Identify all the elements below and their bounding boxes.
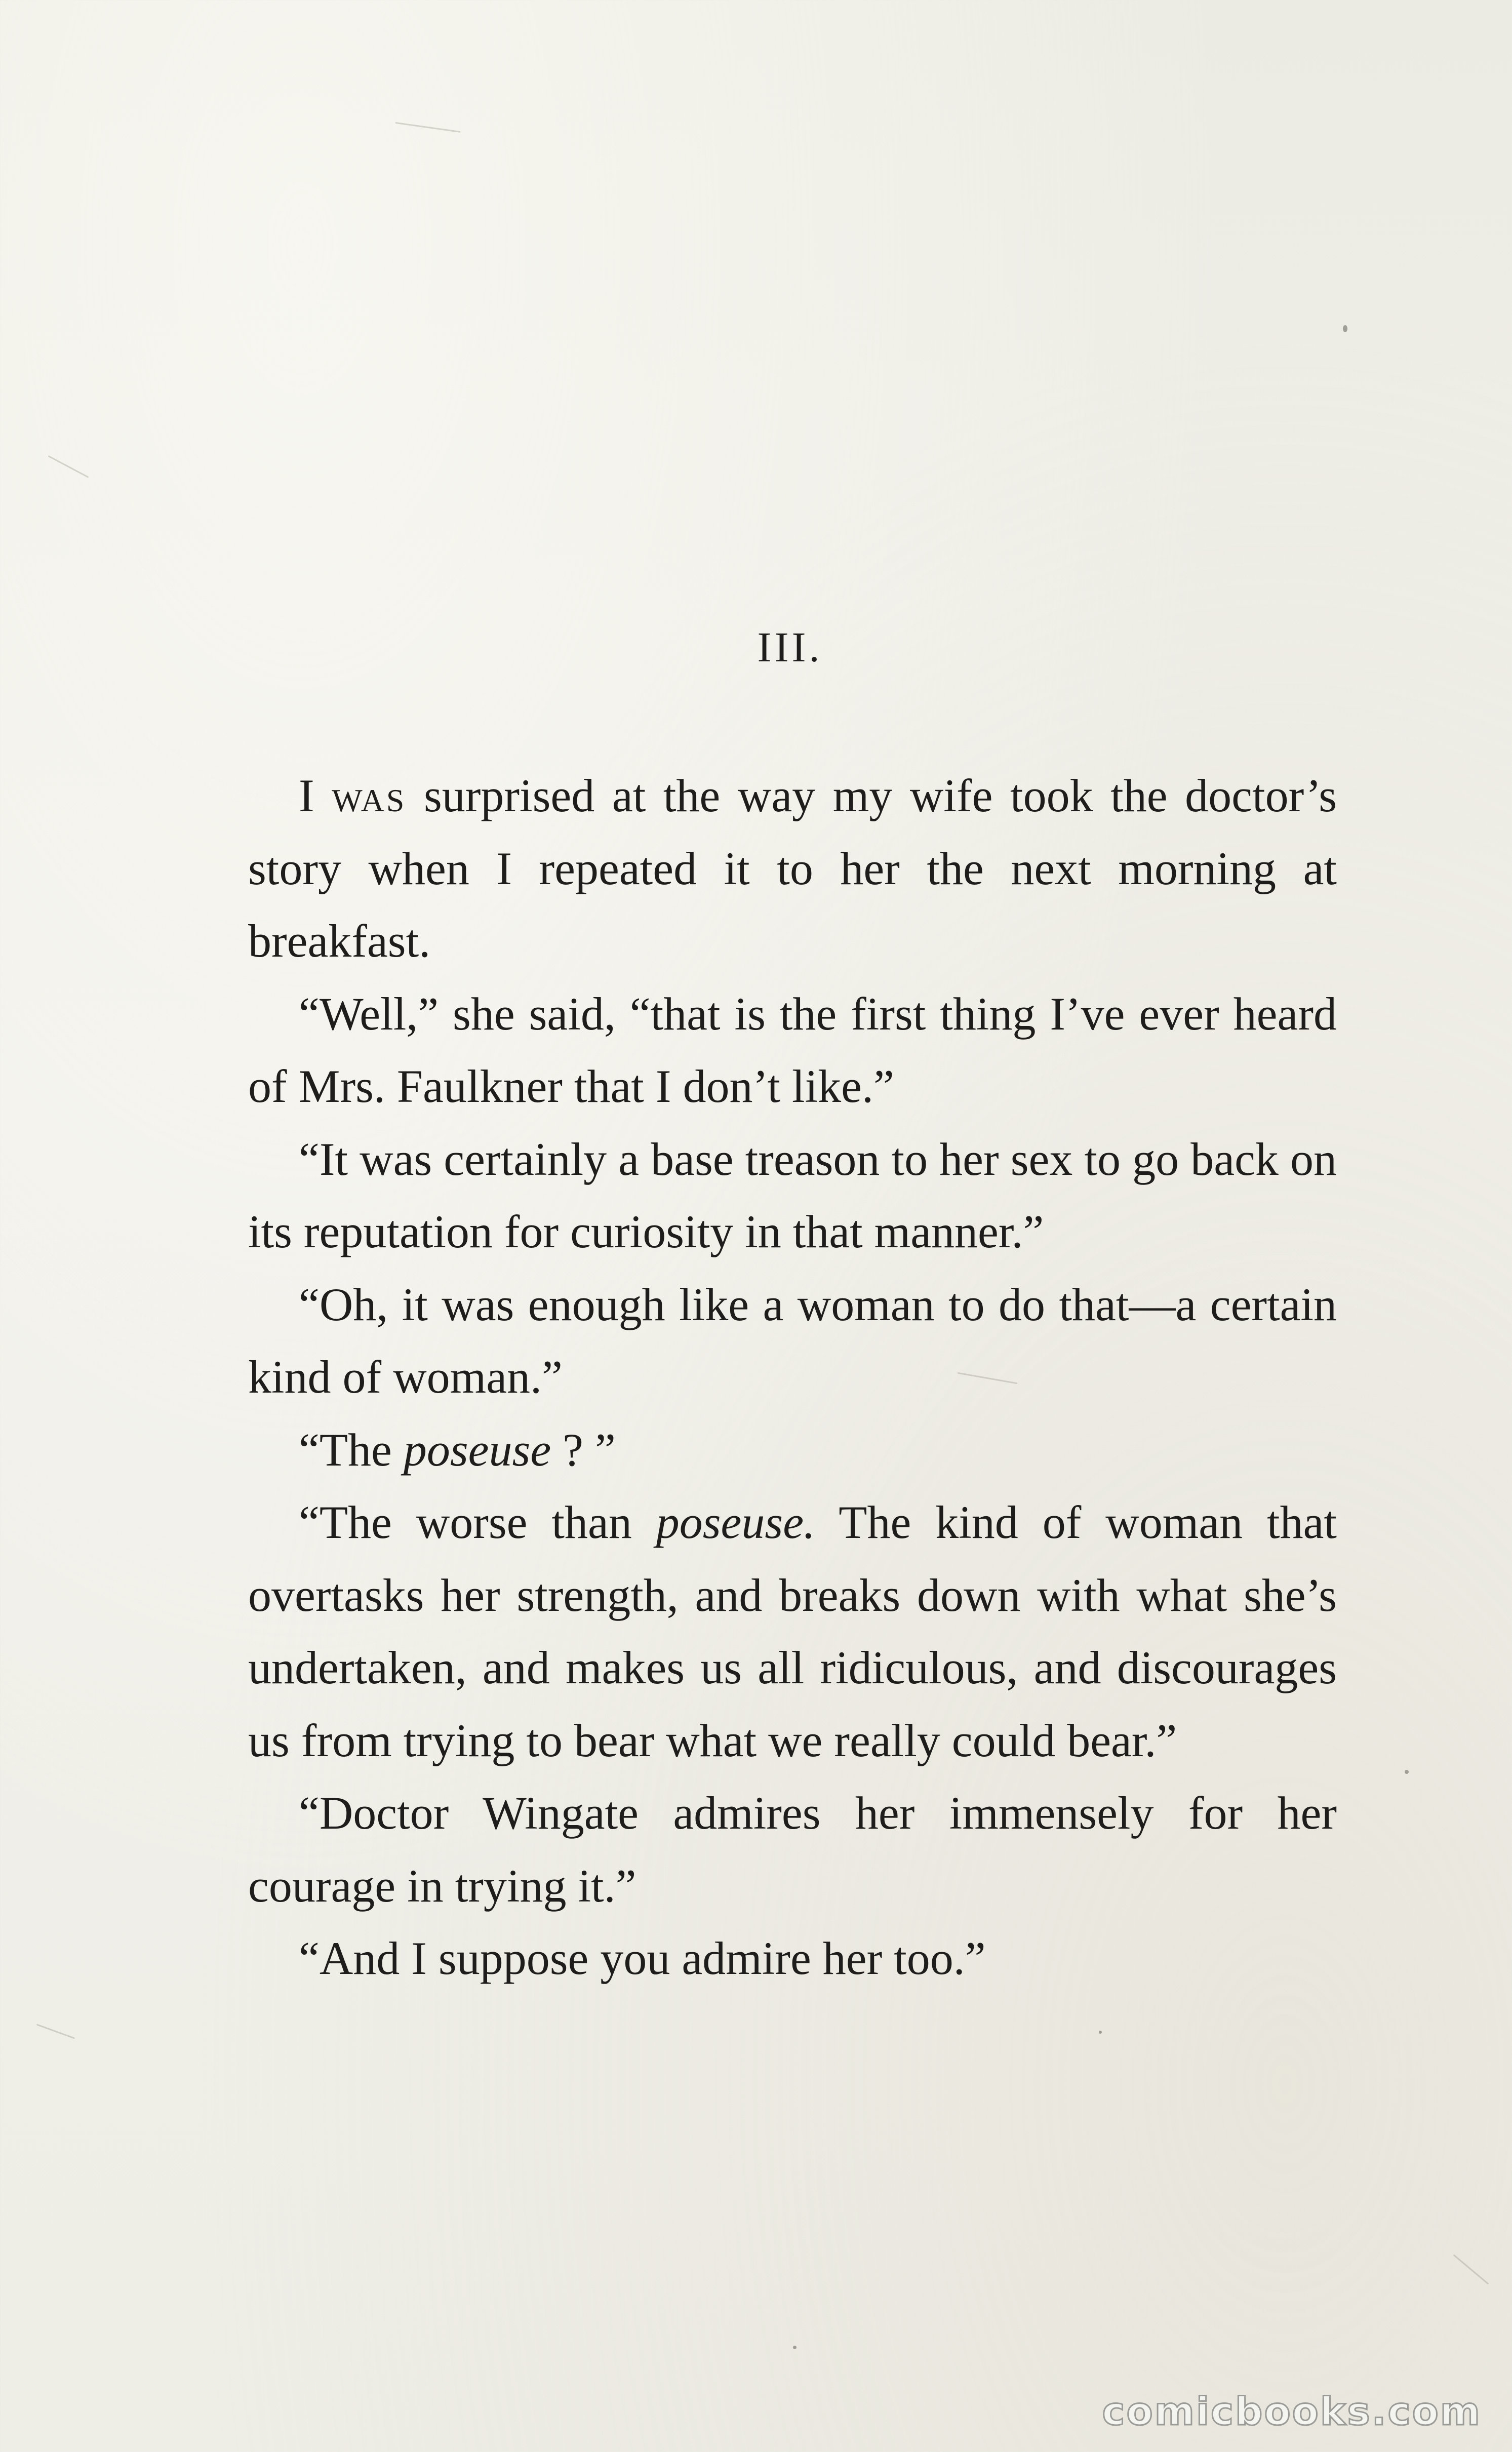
- paper-speck: [1405, 1770, 1409, 1774]
- text-segment: surprised at the way my wife took the doctor’s story when I repeated it to her the next morning at breakfast.: [248, 770, 1337, 967]
- paper-fiber: [1453, 2254, 1489, 2284]
- paragraph: [248, 1486, 1337, 1777]
- text-segment: poseuse: [403, 1423, 551, 1476]
- paragraph: [248, 1414, 1337, 1487]
- paragraph: [248, 1269, 1337, 1414]
- paper-speck: [793, 2346, 797, 2349]
- text-segment: was: [332, 770, 407, 821]
- paper-fiber: [395, 122, 460, 133]
- paragraph: [248, 978, 1337, 1123]
- paragraph: [248, 1777, 1337, 1922]
- text-segment: “Oh, it was enough like a woman to do that—a certain kind of woman.”: [248, 1278, 1337, 1403]
- text-segment: ? ”: [551, 1423, 616, 1476]
- paper-fiber: [36, 2024, 75, 2039]
- text-segment: “And I suppose you admire her too.”: [299, 1932, 986, 1984]
- text-segment: “It was certainly a base treason to her sex to go back on its reputation for curiosity in that manner.”: [248, 1133, 1337, 1257]
- paper-fiber: [48, 455, 89, 478]
- paragraph: [248, 1922, 1337, 1995]
- text-segment: poseuse.: [656, 1496, 816, 1548]
- body-text: [248, 760, 1337, 1995]
- watermark: comicbooks.com: [1102, 2389, 1482, 2434]
- text-segment: “Well,” she said, “that is the first thing I’ve ever heard of Mrs. Faulkner that I don’t like.”: [248, 987, 1337, 1112]
- paper-speck: [1343, 325, 1347, 332]
- paragraph: [248, 760, 1337, 978]
- paper-speck: [1099, 2031, 1102, 2034]
- text-segment: I: [299, 770, 332, 821]
- chapter-number: III.: [757, 624, 823, 671]
- paragraph: [248, 1123, 1337, 1269]
- text-segment: “The: [299, 1423, 404, 1476]
- text-segment: “The worse than: [299, 1496, 656, 1548]
- text-segment: The kind of woman that overtasks her strength, and breaks down with what she’s undertaken, and makes us all ridiculous, and discourages us from trying to bear what we really could bear.”: [248, 1496, 1337, 1766]
- text-segment: “Doctor Wingate admires her immensely for her courage in trying it.”: [248, 1787, 1337, 1912]
